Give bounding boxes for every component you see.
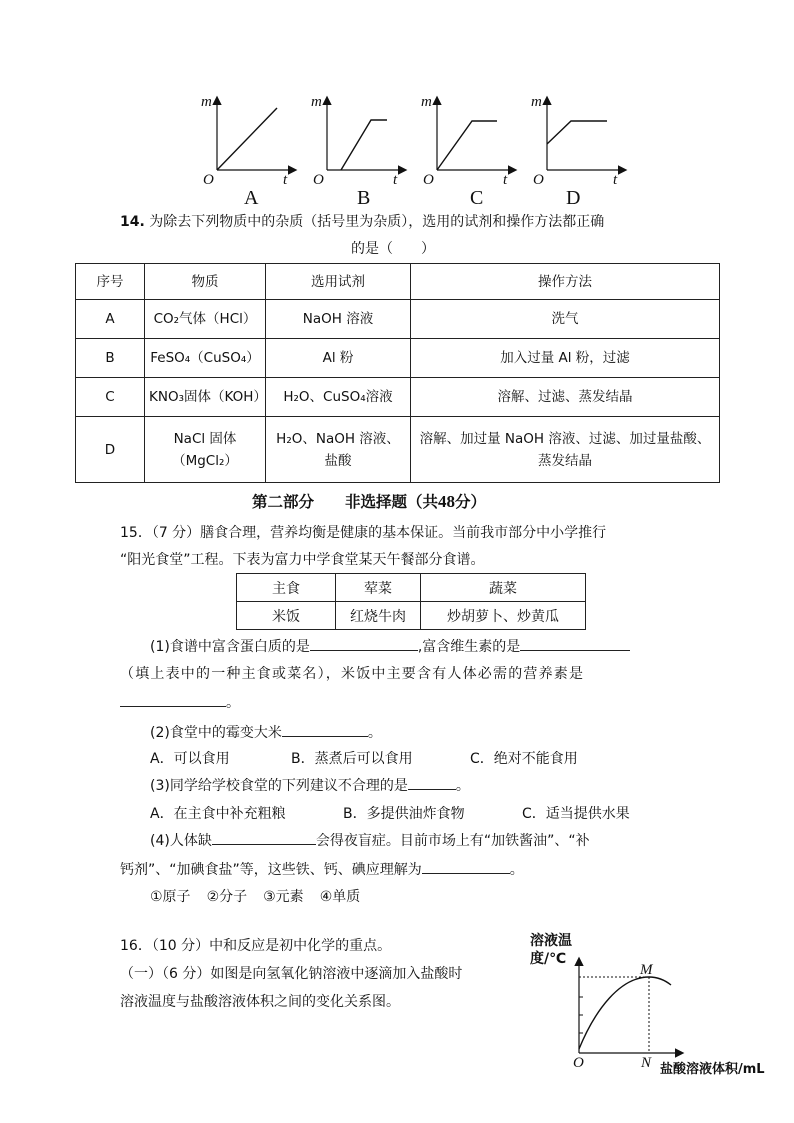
header-substance: 物质 <box>145 264 266 300</box>
graph-b-x-label: t <box>393 172 398 188</box>
menu-header-veg: 蔬菜 <box>421 574 586 602</box>
row-substance: CO₂气体（HCl） <box>145 300 266 339</box>
graph-b-caption: B <box>357 187 371 209</box>
temp-graph-ylabel-1: 溶液温 <box>530 933 572 949</box>
q16-line3: 溶液温度与盐酸溶液体积之间的变化关系图。 <box>120 994 400 1010</box>
menu-table <box>236 573 586 630</box>
graph-a-caption: A <box>244 187 259 209</box>
q16-line2: （一）（6 分）如图是向氢氧化钠溶液中逐滴加入盐酸时 <box>120 966 463 982</box>
q15-s4-option-3: ③元素 <box>263 889 304 905</box>
row-method: 洗气 <box>411 300 720 339</box>
row-substance: FeSO₄（CuSO₄） <box>145 339 266 378</box>
graph-d <box>547 98 625 170</box>
table-header-row <box>76 264 720 300</box>
q14-stem-line2: 的是（ ） <box>351 241 435 257</box>
temp-graph-ylabel-2: 度/℃ <box>530 951 567 967</box>
row-method: 加入过量 Al 粉，过滤 <box>411 339 720 378</box>
part2-title: 第二部分 非选择题（共 <box>252 493 439 511</box>
q16-line1: 16．（10 分）中和反应是初中化学的重点。 <box>120 938 392 954</box>
part2-title-end: 分） <box>455 493 487 511</box>
graph-d-caption: D <box>566 187 581 209</box>
header-method: 操作方法 <box>411 264 720 300</box>
menu-header-row <box>237 574 586 602</box>
graph-d-origin: O <box>533 172 544 188</box>
menu-meat: 红烧牛肉 <box>336 602 421 630</box>
element-answer-blank[interactable] <box>422 859 510 874</box>
vitamin-answer-blank[interactable] <box>520 636 630 651</box>
q15-s2-option-a: A．可以食用 <box>150 751 230 767</box>
row-substance: KNO₃固体（KOH） <box>145 378 266 417</box>
graph-c-caption: C <box>470 187 484 209</box>
q14-number: 14. <box>120 214 145 230</box>
q15-s1-a: (1)食谱中富含蛋白质的是 <box>150 639 310 655</box>
q15-intro1: 15．（7 分）膳食合理，营养均衡是健康的基本保证。当前我市部分中小学推行 <box>120 525 607 541</box>
temp-graph-xlabel: 盐酸溶液体积/mL <box>660 1062 765 1077</box>
q15-s3 <box>150 775 470 795</box>
row-reagent: NaOH 溶液 <box>266 300 411 339</box>
q15-s4-b: 会得夜盲症。目前市场上有“加铁酱油”、“补 <box>315 833 590 849</box>
graph-a-x-label: t <box>283 172 288 188</box>
q14-table <box>75 263 720 483</box>
q15-s2-option-b: B．蒸煮后可以食用 <box>291 751 413 767</box>
temp-graph-n-label: N <box>641 1055 652 1071</box>
temp-graph-origin: O <box>573 1055 584 1071</box>
graph-b <box>327 98 405 170</box>
menu-veg: 炒胡萝卜、炒黄瓜 <box>421 602 586 630</box>
q15-s3-end: 。 <box>455 778 470 794</box>
graph-a <box>217 98 295 170</box>
q15-s3-text: (3)同学给学校食堂的下列建议不合理的是 <box>150 778 408 794</box>
temperature-graph <box>570 955 690 1061</box>
q15-s1-line3 <box>120 692 240 712</box>
row-id: D <box>76 417 145 483</box>
q15-s2-option-c: C．绝对不能食用 <box>470 751 578 767</box>
graph-c <box>437 98 515 170</box>
table-row <box>76 417 720 483</box>
row-method: 溶解、过滤、蒸发结晶 <box>411 378 720 417</box>
graph-b-y-label: m <box>311 94 322 110</box>
q15-s4-option-4: ④单质 <box>319 889 361 905</box>
q15-s4-option-2: ②分子 <box>206 889 248 905</box>
q15-s1-line2: （填上表中的一种主食或菜名），米饭中主要含有人体必需的营养素是 <box>120 666 585 682</box>
q15-s4-end: 。 <box>509 862 524 878</box>
q15-s4-line2 <box>120 859 524 879</box>
q15-s2 <box>150 722 382 742</box>
graph-c-y-label: m <box>421 94 432 110</box>
row-method: 溶解、加过量 NaOH 溶液、过滤、加过量盐酸、蒸发结晶 <box>411 417 720 483</box>
graph-b-curve <box>341 120 387 170</box>
q15-s3-option-c: C．适当提供水果 <box>522 806 630 822</box>
graph-a-curve <box>217 108 277 170</box>
q15-s3-option-a: A．在主食中补充粗粮 <box>150 806 286 822</box>
menu-header-meat: 荤菜 <box>336 574 421 602</box>
graph-c-curve <box>437 121 497 170</box>
suggestion-answer-blank[interactable] <box>408 775 456 790</box>
menu-header-staple: 主食 <box>237 574 336 602</box>
row-substance: NaCl 固体（MgCl₂） <box>145 417 266 483</box>
q15-s4-c: 钙剂”、“加碘食盐”等，这些铁、钙、碘应理解为 <box>120 862 422 878</box>
q15-intro2: “阳光食堂”工程。下表为富力中学食堂某天午餐部分食谱。 <box>120 552 485 568</box>
temperature-curve <box>579 977 671 1049</box>
q15-s2-end: 。 <box>367 725 382 741</box>
graph-c-origin: O <box>423 172 434 188</box>
temp-graph-peak-label: M <box>640 962 653 978</box>
table-row <box>76 339 720 378</box>
q15-s1-line1 <box>150 636 630 656</box>
q15-s4-line1 <box>150 830 590 850</box>
q15-s4-options <box>150 886 360 906</box>
row-id: B <box>76 339 145 378</box>
menu-staple: 米饭 <box>237 602 336 630</box>
graph-c-x-label: t <box>503 172 508 188</box>
row-reagent: H₂O、NaOH 溶液、盐酸 <box>266 417 411 483</box>
graph-d-curve <box>547 121 607 144</box>
protein-answer-blank[interactable] <box>310 636 418 651</box>
row-id: C <box>76 378 145 417</box>
table-row <box>76 300 720 339</box>
mold-rice-answer-blank[interactable] <box>282 722 368 737</box>
q15-s1-b: ,富含维生素的是 <box>417 639 521 655</box>
graph-b-origin: O <box>313 172 324 188</box>
q14-stem <box>120 211 604 231</box>
graph-d-x-label: t <box>613 172 618 188</box>
q15-s1-end: 。 <box>226 695 240 711</box>
part2-heading <box>252 490 486 512</box>
table-row <box>76 378 720 417</box>
row-id: A <box>76 300 145 339</box>
header-reagent: 选用试剂 <box>266 264 411 300</box>
row-reagent: H₂O、CuSO₄溶液 <box>266 378 411 417</box>
q15-s4-a: (4)人体缺 <box>150 833 212 849</box>
part2-score: 48 <box>438 492 456 511</box>
header-id: 序号 <box>76 264 145 300</box>
night-blindness-answer-blank[interactable] <box>212 830 316 845</box>
q15-s3-option-b: B．多提供油炸食物 <box>343 806 465 822</box>
nutrient-answer-blank[interactable] <box>120 692 226 707</box>
q15-s2-text: (2)食堂中的霉变大米 <box>150 725 282 741</box>
graph-a-y-label: m <box>201 94 212 110</box>
graph-a-origin: O <box>203 172 214 188</box>
q15-s4-option-1: ①原子 <box>150 889 191 905</box>
graph-d-y-label: m <box>531 94 542 110</box>
row-reagent: Al 粉 <box>266 339 411 378</box>
q14-text1: 为除去下列物质中的杂质（括号里为杂质），选用的试剂和操作方法都正确 <box>149 214 605 230</box>
menu-value-row <box>237 602 586 630</box>
